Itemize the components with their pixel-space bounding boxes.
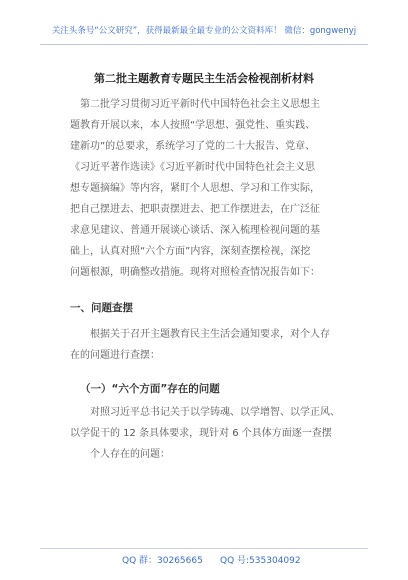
paragraph-line: 在的问题进行查摆：: [70, 350, 160, 361]
footer-divider: [40, 548, 368, 549]
section-paragraph: [70, 324, 352, 366]
paragraph-line: 把自己摆进去、把职责摆进去、把工作摆进去，在广泛征: [70, 204, 320, 215]
paragraph-line: 根据关于召开主题教育民主生活会通知要求，对个人存: [90, 329, 330, 340]
section-heading-problem-review: 一、问题查摆: [70, 302, 133, 314]
paragraph-line: 以学促干的 12 条具体要求，现针对 6 个具体方面逐一查摆: [70, 428, 332, 439]
subsection-paragraph: [70, 402, 352, 465]
footer-qq-group: QQ 群：30265665: [122, 556, 203, 566]
paragraph-line: 建新功”的总要求，系统学习了党的二十大报告、党章、: [70, 141, 316, 152]
footer-qq-number: QQ 号:535304092: [220, 556, 301, 566]
subsection-heading-six-aspects: （一）“六个方面”存在的问题: [80, 383, 220, 395]
paragraph-line: 题教育开展以来，本人按照“学思想、强党性、重实践、: [70, 120, 316, 131]
document-title: 第二批主题教育专题民主生活会检视剖析材料: [94, 72, 314, 85]
paragraph-line: 第二批学习贯彻习近平新时代中国特色社会主义思想主: [80, 99, 320, 110]
paragraph-line: 想专题摘编》等内容，紧盯个人思想、学习和工作实际，: [70, 183, 320, 194]
intro-paragraph: [70, 94, 352, 283]
page-header: 关注头条号“公文研究”，获得最新最全最专业的公文资料库！ 微信：gongwenyj: [51, 26, 357, 36]
paragraph-line: 《习近平著作选读》《习近平新时代中国特色社会主义思: [70, 162, 315, 173]
paragraph-line: 求意见建议、普通开展谈心谈话、深入梳理检视问题的基: [70, 225, 320, 236]
header-divider: [40, 44, 368, 45]
paragraph-line: 对照习近平总书记关于以学铸魂、以学增智、以学正风、: [90, 407, 340, 418]
paragraph-line: 个人存在的问题：: [90, 449, 170, 460]
paragraph-line: 础上，认真对照“六个方面”内容，深刻查摆检视，深挖: [70, 246, 311, 257]
paragraph-line: 问题根源，明确整改措施。现将对照检查情况报告如下：: [70, 267, 320, 278]
